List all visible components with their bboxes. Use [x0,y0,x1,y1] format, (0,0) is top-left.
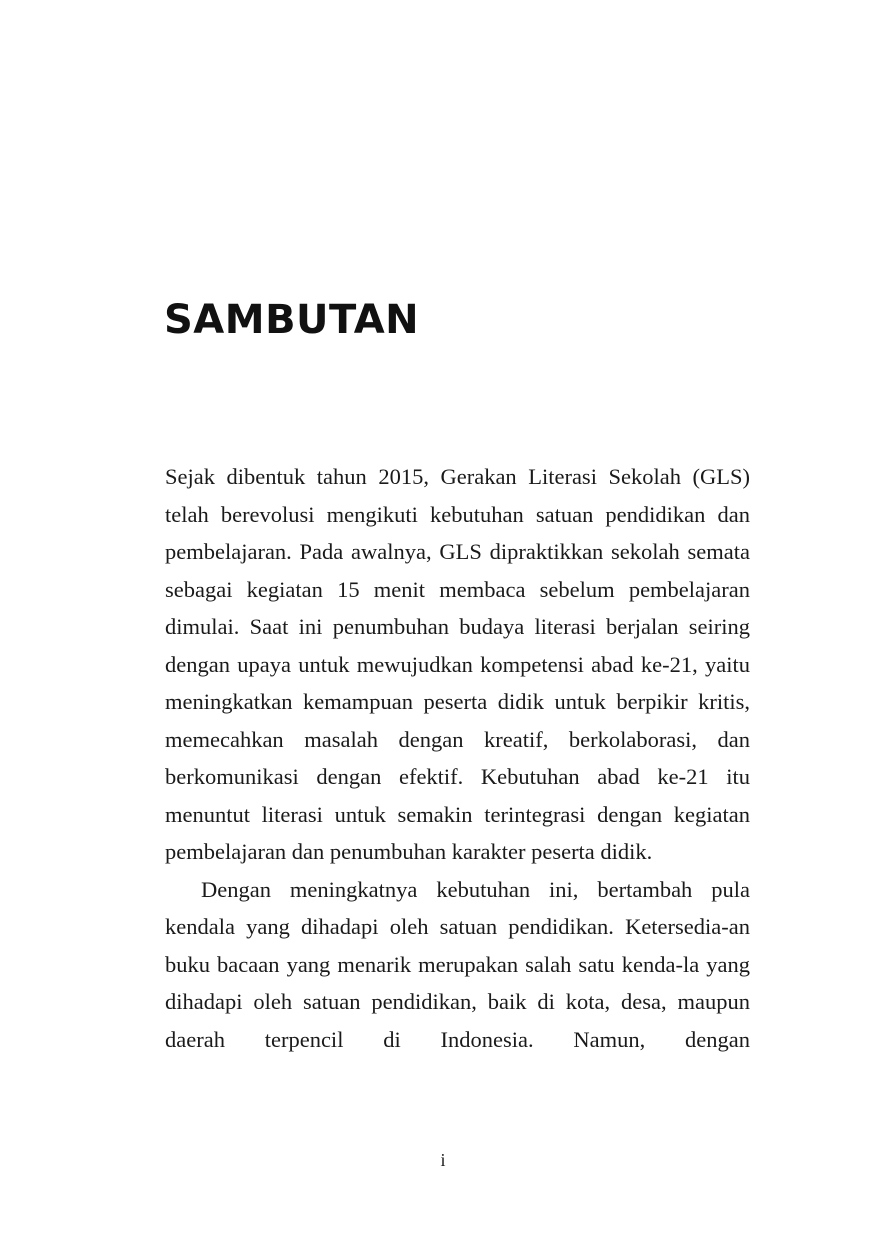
paragraph-1: Sejak dibentuk tahun 2015, Gerakan Literasi Sekolah (GLS) telah berevolusi mengikuti kebutuhan satuan pendidikan dan pembelajaran. Pada awalnya, GLS dipraktikkan sekolah semata sebagai kegiatan 15 menit membaca sebelum pembelajaran dimulai. Saat ini penumbuhan budaya literasi berjalan seiring dengan upaya untuk mewujudkan kompetensi abad ke-21, yaitu meningkatkan kemampuan peserta didik untuk berpikir kritis, memecahkan masalah dengan kreatif, berkolaborasi, dan berkomunikasi dengan efektif. Kebutuhan abad ke-21 itu menuntut literasi untuk semakin terintegrasi dengan kegiatan pembelajaran dan penumbuhan karakter peserta didik. [165,464,750,864]
page-number: i [440,1150,446,1170]
page-title: SAMBUTAN [164,297,420,343]
body-text [165,458,750,1058]
paragraph-2: Dengan meningkatnya kebutuhan ini, bertambah pula kendala yang dihadapi oleh satuan pendidikan. Ketersedia-an buku bacaan yang menarik merupakan salah satu kenda-la yang dihadapi oleh satuan pendidikan, baik di kota, desa, maupun daerah terpencil di Indonesia. Namun, dengan [165,876,750,1052]
